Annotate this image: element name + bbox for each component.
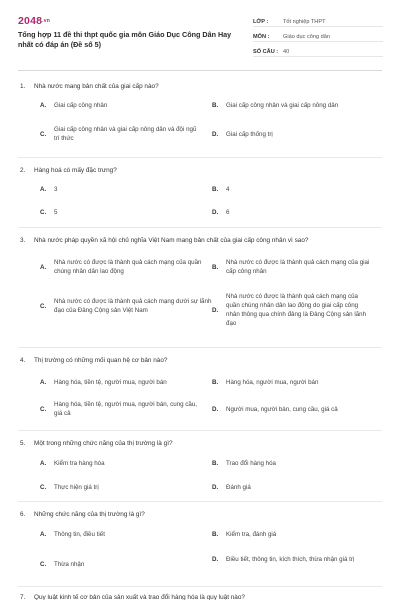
question-number: 3.	[20, 237, 26, 244]
option-c[interactable]	[40, 125, 200, 143]
option-label: B.	[212, 531, 219, 538]
option-label: D.	[212, 406, 219, 413]
option-text: Thực hiện giá trị	[54, 484, 99, 491]
question-separator	[18, 227, 382, 228]
logo-main: 2048	[18, 15, 43, 27]
option-text: Nhà nước có được là thành quả cách mạng của quần chúng nhân dân lao động do giai cấp công nhân thông qua chính đảng là Đảng Cộng sản lãnh đạo	[226, 293, 367, 327]
option-label: D.	[212, 306, 219, 314]
question-text: Một trong những chức năng của thị trường là gì?	[34, 440, 173, 447]
option-text: Kiểm tra hàng hóa	[54, 460, 105, 467]
option-c[interactable]	[40, 483, 190, 492]
option-c[interactable]	[40, 208, 190, 217]
option-b[interactable]	[212, 101, 372, 110]
info-row-class	[253, 14, 383, 27]
question-text: Thị trường có những mối quan hệ cơ bản nào?	[34, 357, 168, 364]
option-text: Giai cấp công nhân và giai cấp nông dân và đội ngũ trí thức	[54, 126, 197, 142]
option-text: Hàng hóa, tiền tệ, người mua, người bán, cung cầu, giá cả	[54, 401, 197, 417]
option-b[interactable]	[212, 459, 362, 468]
option-d[interactable]	[212, 405, 382, 414]
option-b[interactable]	[212, 258, 372, 276]
option-label: D.	[212, 484, 219, 491]
question-number: 4.	[20, 357, 26, 364]
question-separator	[18, 501, 382, 502]
option-text: 6	[226, 209, 230, 216]
question-separator	[18, 347, 382, 348]
option-label: A.	[40, 531, 47, 538]
option-text: Đánh giá	[226, 484, 251, 491]
option-text: Thừa nhận	[54, 561, 85, 568]
option-a[interactable]	[40, 185, 190, 194]
option-label: D.	[212, 556, 219, 563]
option-d[interactable]	[212, 483, 362, 492]
option-label: C.	[40, 209, 47, 216]
option-text: Người mua, người bán, cung cầu, giá cả	[226, 406, 338, 413]
option-text: Hàng hóa, tiền tệ, người mua, người bán	[54, 379, 167, 386]
question-separator	[18, 586, 382, 587]
info-row-subject	[253, 29, 383, 42]
option-text: Giai cấp công nhân và giai cấp nông dân	[226, 102, 339, 109]
question-number: 6.	[20, 511, 26, 518]
option-b[interactable]	[212, 378, 372, 387]
option-text: 4	[226, 186, 230, 193]
info-row-count	[253, 44, 383, 57]
option-label: B.	[212, 379, 219, 386]
question-number: 1.	[20, 83, 26, 90]
option-text: Kiểm tra, đánh giá	[226, 531, 277, 538]
option-label: B.	[212, 263, 219, 271]
option-label: A.	[40, 102, 47, 109]
question-text: Quy luật kinh tế cơ bản của sản xuất và trao đổi hàng hóa là quy luật nào?	[34, 594, 245, 600]
question-separator	[18, 430, 382, 431]
option-d[interactable]	[212, 130, 372, 139]
question-text: Những chức năng của thị trường là gì?	[34, 511, 145, 518]
option-c[interactable]	[40, 400, 200, 418]
document-title: Tổng hợp 11 đề thi thpt quốc gia môn Giáo Dục Công Dân Hay nhất có đáp án (Đề số 5)	[18, 30, 232, 49]
option-d[interactable]	[212, 292, 372, 328]
option-a[interactable]	[40, 378, 210, 387]
option-c[interactable]	[40, 297, 215, 315]
logo-suffix: .vn	[42, 18, 50, 25]
question-text: Nhà nước mang bản chất của giai cấp nào?	[34, 83, 159, 90]
option-text: Giai cấp công nhân	[54, 102, 108, 109]
option-text: 5	[54, 209, 58, 216]
question-separator	[18, 157, 382, 158]
info-key: LỚP :	[253, 19, 269, 25]
option-label: A.	[40, 186, 47, 193]
question-7	[20, 593, 382, 600]
info-value: Tốt nghiệp THPT	[283, 19, 326, 25]
option-text: Điều tiết, thông tin, kích thích, thừa nhận giá trị	[226, 556, 355, 563]
option-label: C.	[40, 405, 47, 413]
option-a[interactable]	[40, 258, 215, 276]
option-text: Giai cấp thống trị	[226, 131, 273, 138]
option-b[interactable]	[212, 530, 362, 539]
option-label: D.	[212, 131, 219, 138]
option-label: C.	[40, 130, 47, 138]
option-label: B.	[212, 102, 219, 109]
document-header	[0, 0, 400, 64]
option-b[interactable]	[212, 185, 362, 194]
option-a[interactable]	[40, 459, 190, 468]
option-label: B.	[212, 186, 219, 193]
option-label: A.	[40, 263, 47, 271]
option-label: D.	[212, 209, 219, 216]
option-c[interactable]	[40, 560, 190, 569]
info-key: MÔN :	[253, 34, 270, 40]
option-a[interactable]	[40, 101, 190, 110]
info-panel	[253, 14, 383, 59]
option-d[interactable]	[212, 555, 372, 564]
question-5	[20, 439, 382, 448]
option-d[interactable]	[212, 208, 362, 217]
info-value: Giáo dục công dân	[283, 34, 330, 40]
site-logo[interactable]	[18, 15, 50, 27]
option-text: Nhà nước có được là thành quả cách mạng dưới sự lãnh đạo của Đảng Cộng sản Việt Nam	[54, 298, 212, 314]
question-4	[20, 356, 382, 365]
question-3	[20, 236, 382, 245]
question-2	[20, 166, 382, 175]
option-text: Trao đổi hàng hóa	[226, 460, 276, 467]
option-label: B.	[212, 460, 219, 467]
question-1	[20, 82, 382, 91]
question-number: 2.	[20, 167, 26, 174]
option-label: A.	[40, 379, 47, 386]
question-6	[20, 510, 382, 519]
option-text: Hàng hóa, người mua, người bán	[226, 379, 319, 386]
option-text: Thông tin, điều tiết	[54, 531, 105, 538]
header-divider	[18, 70, 382, 71]
question-number: 5.	[20, 440, 26, 447]
question-text: Hàng hoá có mấy đặc trưng?	[34, 167, 117, 174]
option-text: 3	[54, 186, 58, 193]
option-a[interactable]	[40, 530, 190, 539]
option-text: Nhà nước có được là thành quả cách mạng của quần chúng nhân dân lao động	[54, 259, 202, 275]
question-number: 7.	[20, 594, 26, 600]
info-key: SỐ CÂU :	[253, 49, 279, 55]
option-text: Nhà nước có được là thành quả cách mạng của giai cấp công nhân	[226, 259, 370, 275]
info-value: 40	[283, 49, 290, 55]
option-label: C.	[40, 484, 47, 491]
option-label: C.	[40, 561, 47, 568]
option-label: A.	[40, 460, 47, 467]
option-label: C.	[40, 302, 47, 310]
question-text: Nhà nước pháp quyền xã hội chủ nghĩa Việt Nam mang bản chất của giai cấp công nhân vì sao?	[34, 237, 309, 244]
